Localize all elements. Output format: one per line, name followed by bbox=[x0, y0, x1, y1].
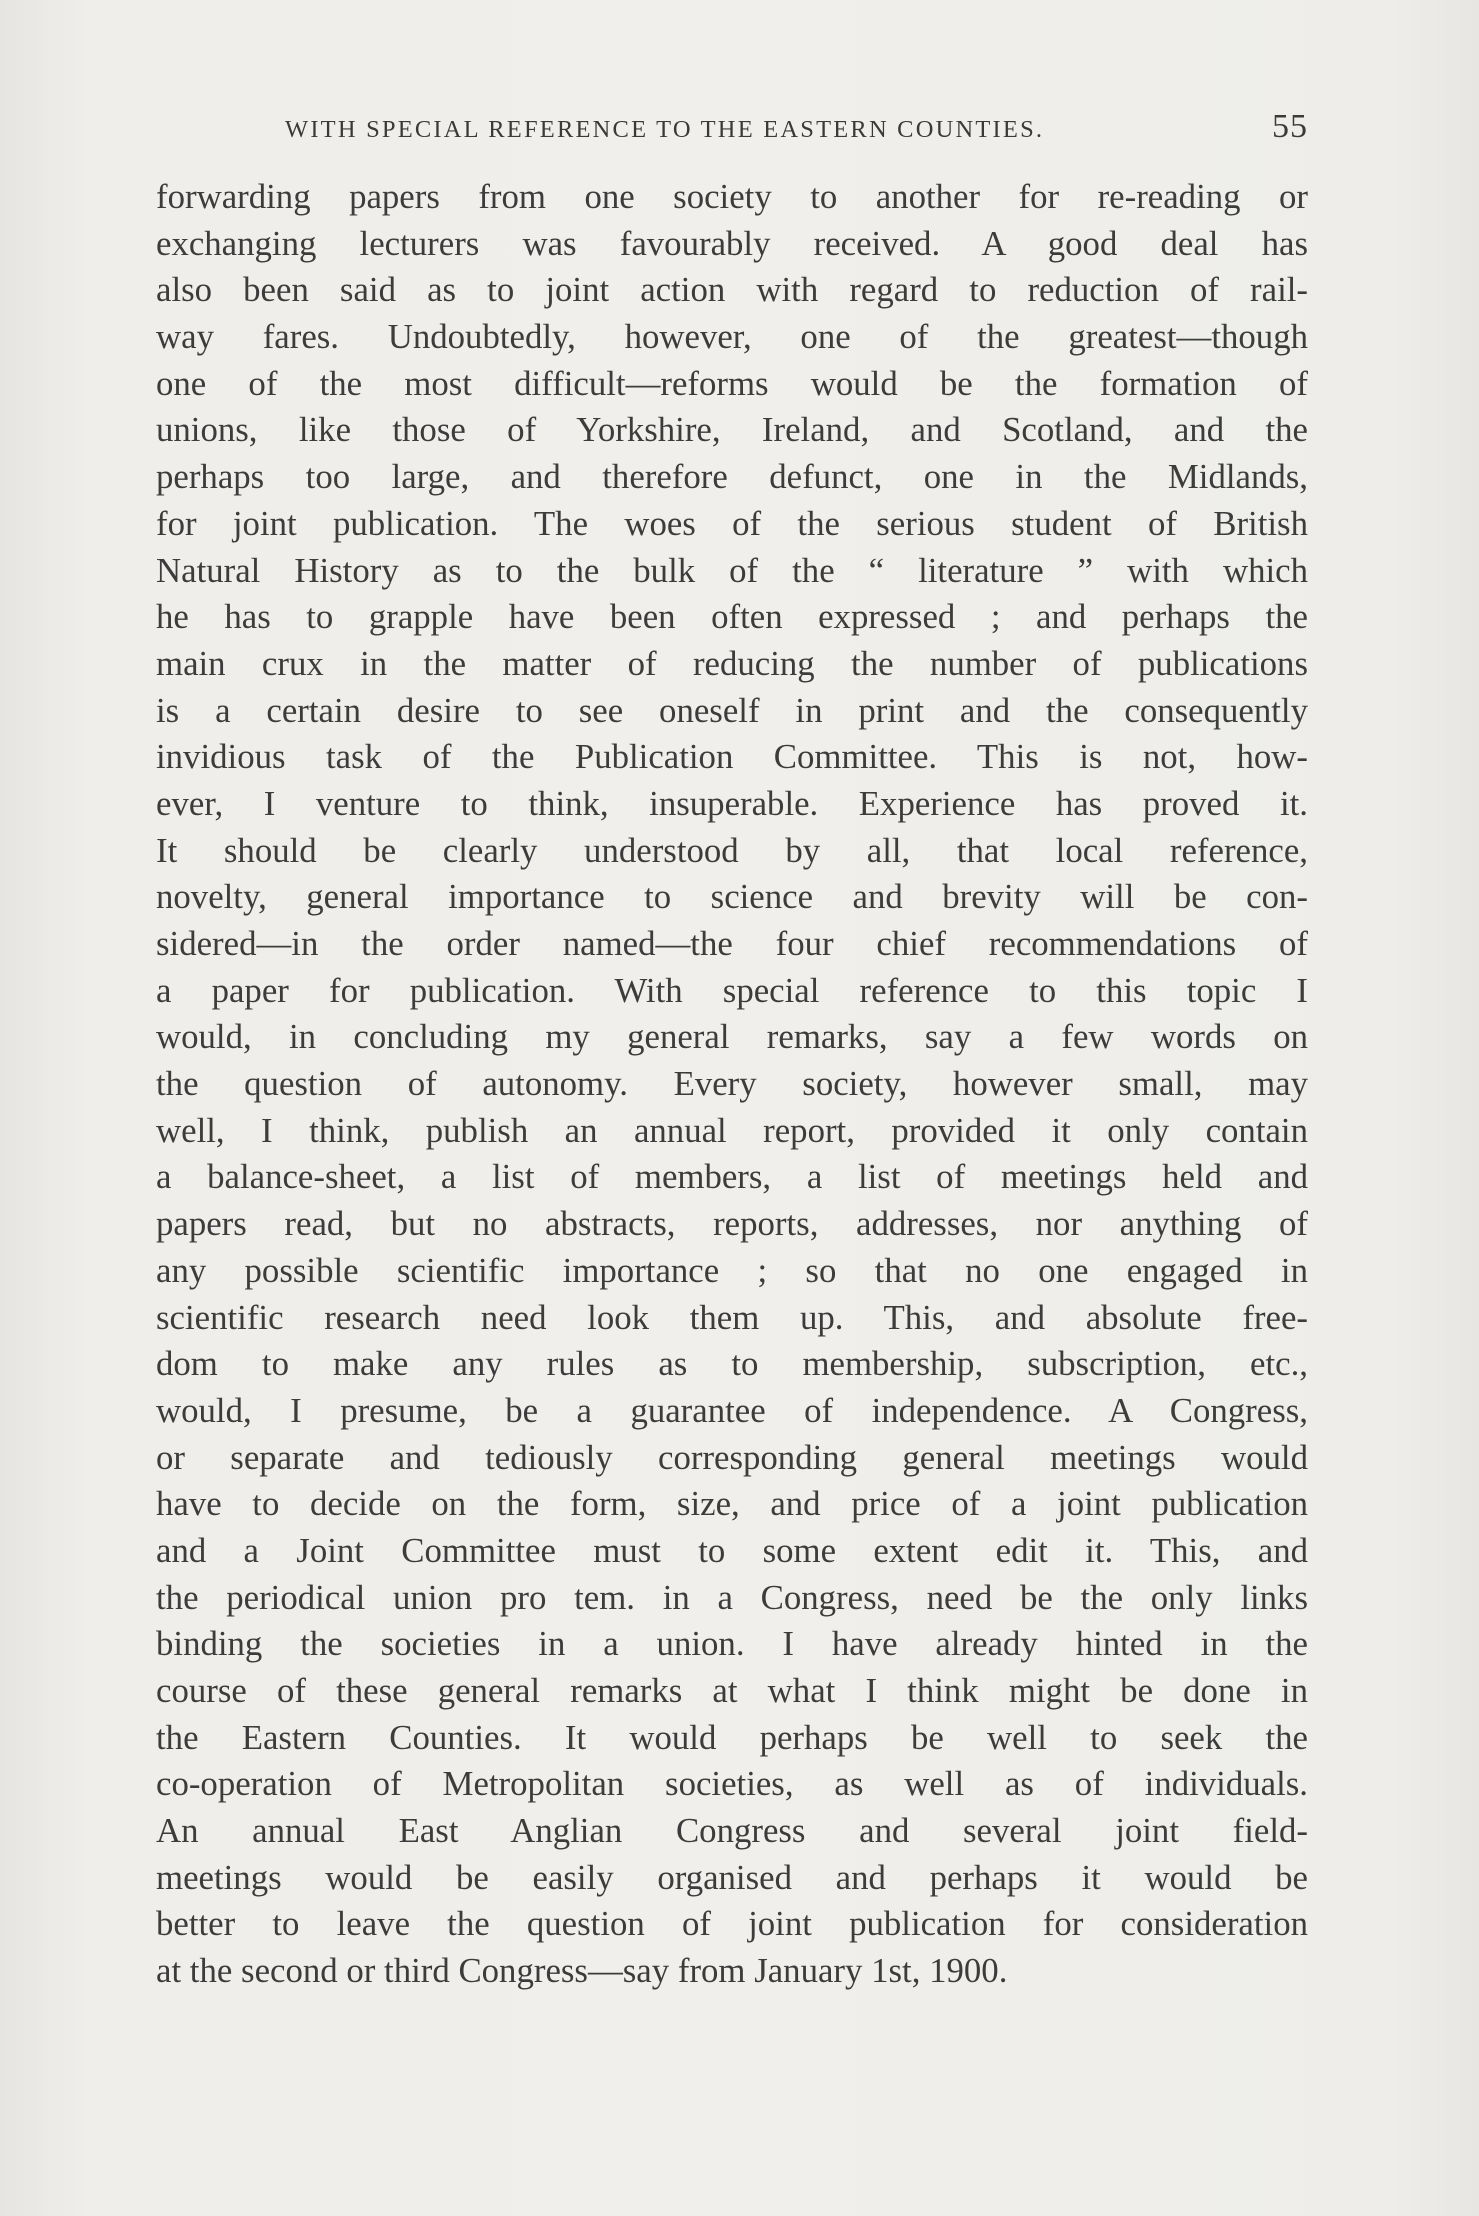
text-line: It should be clearly understood by all, that local reference, bbox=[156, 830, 1308, 870]
text-line: one of the most difficult—reforms would be the formation of bbox=[156, 363, 1308, 403]
text-line: meetings would be easily organised and perhaps it would be bbox=[156, 1857, 1308, 1897]
text-line: ever, I venture to think, insuperable. Experience has proved it. bbox=[156, 783, 1308, 823]
text-line: have to decide on the form, size, and price of a joint publication bbox=[156, 1484, 1308, 1524]
text-line: main crux in the matter of reducing the number of publications bbox=[156, 643, 1308, 683]
text-line: binding the societies in a union. I have already hinted in the bbox=[156, 1624, 1308, 1664]
running-head bbox=[150, 108, 1310, 152]
text-line: at the second or third Congress—say from January 1st, 1900. bbox=[156, 1951, 1008, 1991]
text-line: or separate and tediously corresponding general meetings would bbox=[156, 1437, 1308, 1477]
text-line: novelty, general importance to science and brevity will be con- bbox=[156, 877, 1308, 917]
text-line: sidered—in the order named—the four chief recommendations of bbox=[156, 924, 1308, 963]
text-line: course of these general remarks at what I think might be done in bbox=[156, 1671, 1308, 1710]
text-line: he has to grapple have been often expressed ; and perhaps the bbox=[156, 597, 1308, 637]
text-line: and a Joint Committee must to some extent edit it. This, and bbox=[156, 1530, 1308, 1570]
text-line: a balance-sheet, a list of members, a list of meetings held and bbox=[156, 1157, 1308, 1197]
text-line: unions, like those of Yorkshire, Ireland, and Scotland, and the bbox=[156, 410, 1308, 450]
text-line: would, I presume, be a guarantee of independence. A Congress, bbox=[156, 1390, 1308, 1430]
text-line: would, in concluding my general remarks, say a few words on bbox=[156, 1017, 1308, 1057]
text-line: perhaps too large, and therefore defunct, one in the Midlands, bbox=[156, 457, 1308, 497]
text-line: scientific research need look them up. This, and absolute free- bbox=[156, 1297, 1308, 1337]
text-line: is a certain desire to see oneself in print and the consequently bbox=[156, 690, 1308, 730]
body-paragraph bbox=[156, 174, 1308, 1995]
text-line: for joint publication. The woes of the serious student of British bbox=[156, 503, 1308, 543]
text-line: better to leave the question of joint publication for consideration bbox=[156, 1904, 1308, 1944]
text-line: well, I think, publish an annual report, provided it only contain bbox=[156, 1110, 1308, 1150]
page-number: 55 bbox=[1272, 108, 1308, 145]
text-line: also been said as to joint action with regard to reduction of rail- bbox=[156, 270, 1308, 310]
text-line: papers read, but no abstracts, reports, addresses, nor anything of bbox=[156, 1204, 1308, 1244]
text-line: dom to make any rules as to membership, subscription, etc., bbox=[156, 1344, 1308, 1384]
text-line: the Eastern Counties. It would perhaps be well to seek the bbox=[156, 1717, 1308, 1757]
text-line: forwarding papers from one society to another for re-reading or bbox=[156, 177, 1308, 216]
text-line: a paper for publication. With special reference to this topic I bbox=[156, 970, 1308, 1010]
text-line: Natural History as to the bulk of the “ literature ” with which bbox=[156, 550, 1308, 590]
text-line: any possible scientific importance ; so that no one engaged in bbox=[156, 1250, 1308, 1290]
text-line: the question of autonomy. Every society, however small, may bbox=[156, 1064, 1308, 1104]
text-line: An annual East Anglian Congress and several joint field- bbox=[156, 1811, 1308, 1851]
text-line: the periodical union pro tem. in a Congress, need be the only links bbox=[156, 1577, 1308, 1617]
text-line: invidious task of the Publication Committee. This is not, how- bbox=[156, 737, 1308, 777]
text-line: co-operation of Metropolitan societies, as well as of individuals. bbox=[156, 1764, 1308, 1804]
running-title: WITH SPECIAL REFERENCE TO THE EASTERN COUNTIES. bbox=[285, 116, 1045, 143]
text-line: way fares. Undoubtedly, however, one of the greatest—though bbox=[156, 317, 1308, 357]
text-line: exchanging lecturers was favourably received. A good deal has bbox=[156, 223, 1308, 263]
